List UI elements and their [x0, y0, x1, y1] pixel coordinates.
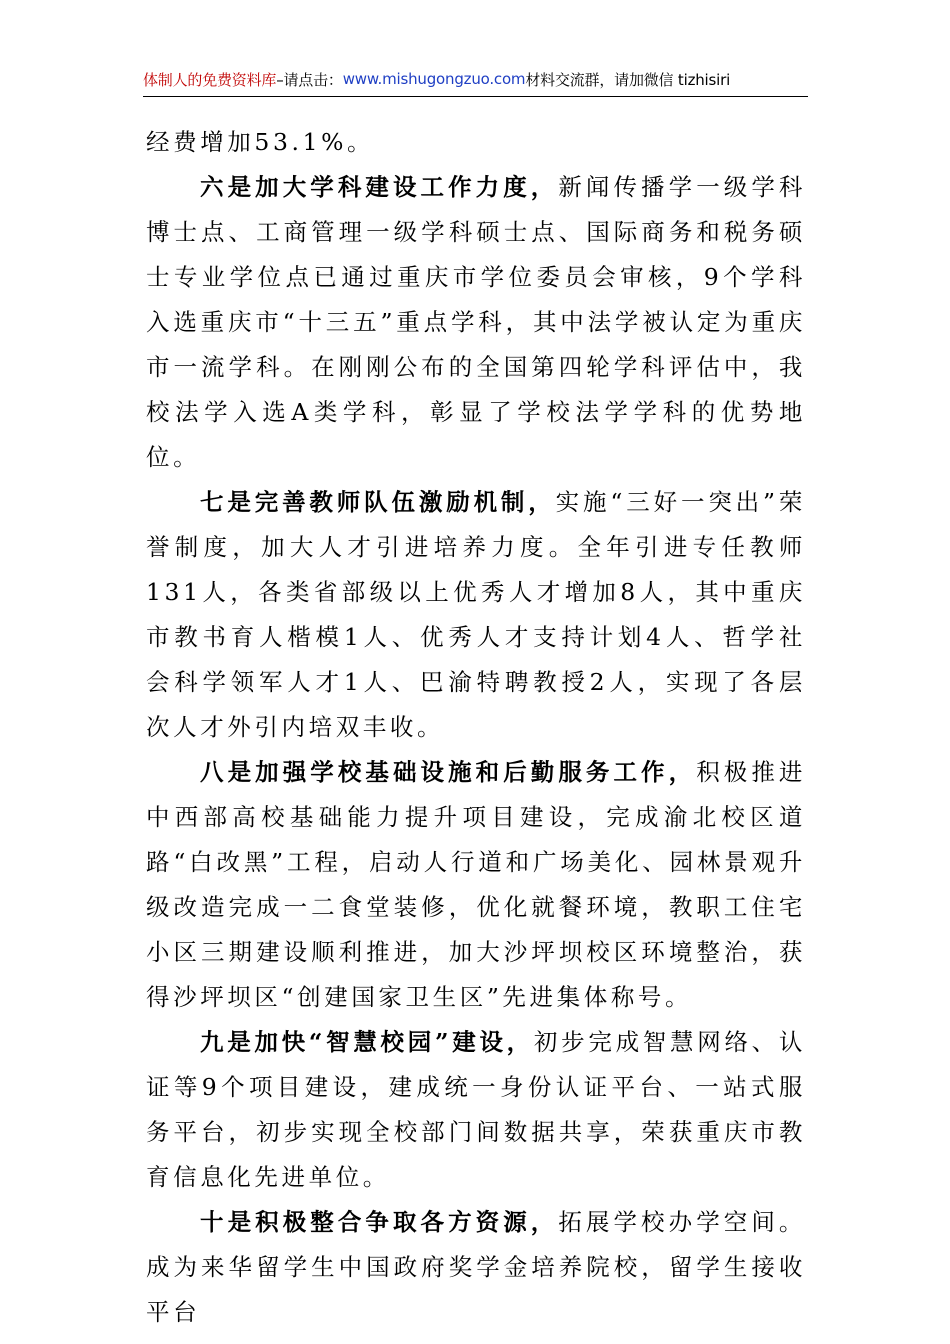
paragraph-lead: 八是加强学校基础设施和后勤服务工作，: [200, 758, 697, 786]
header-brand[interactable]: 体制人的免费资料库: [143, 70, 277, 89]
paragraph-lead: 七是完善教师队伍激励机制，: [200, 488, 556, 516]
paragraph-lead: 六是加大学科建设工作力度，: [200, 173, 559, 201]
document-body: [146, 120, 806, 1335]
header-contact-note: 材料交流群，请加微信 tizhisiri: [525, 70, 731, 89]
paragraph-text: 初步完成智慧网络、认证等9个项目建设，建成统一身份认证平台、一站式服务平台，初步实现全校部门间数据共享，荣获重庆市教育信息化先进单位。: [146, 1028, 806, 1191]
paragraph-text: 积极推进中西部高校基础能力提升项目建设，完成渝北校区道路“白改黑”工程，启动人行道和广场美化、园林景观升级改造完成一二食堂装修，优化就餐环境，教职工住宅小区三期建设顺利推进，加大沙坪坝校区环境整治，获得沙坪坝区“创建国家卫生区”先进集体称号。: [146, 758, 806, 1011]
paragraph-seven: [146, 480, 806, 750]
paragraph-lead: 十是积极整合争取各方资源，: [200, 1208, 559, 1236]
header-separator: –请点击：: [276, 70, 343, 89]
paragraph-text: 经费增加53.1%。: [146, 128, 375, 156]
paragraph-lead: 九是加快“智慧校园”建设，: [200, 1028, 534, 1056]
paragraph-text: 实施“三好一突出”荣誉制度，加大人才引进培养力度。全年引进专任教师131人，各类省部级以上优秀人才增加8人，其中重庆市教书育人楷模1人、优秀人才支持计划4人、哲学社会科学领军人才1人、巴渝特聘教授2人，实现了各层次人才外引内培双丰收。: [146, 488, 806, 741]
paragraph-ten: [146, 1200, 806, 1335]
paragraph-text: 新闻传播学一级学科博士点、工商管理一级学科硕士点、国际商务和税务硕士专业学位点已通过重庆市学位委员会审核，9个学科入选重庆市“十三五”重点学科，其中法学被认定为重庆市一流学科。在刚刚公布的全国第四轮学科评估中，我校法学入选A类学科，彰显了学校法学学科的优势地位。: [146, 173, 806, 471]
paragraph-continuation: [146, 120, 806, 165]
paragraph-nine: [146, 1020, 806, 1200]
paragraph-eight: [146, 750, 806, 1020]
paragraph-text: 拓展学校办学空间。成为来华留学生中国政府奖学金培养院校，留学生接收平台: [146, 1208, 806, 1326]
page-header: [143, 62, 808, 97]
paragraph-six: [146, 165, 806, 480]
header-url-link[interactable]: www.mishugongzuo.com: [342, 70, 526, 88]
